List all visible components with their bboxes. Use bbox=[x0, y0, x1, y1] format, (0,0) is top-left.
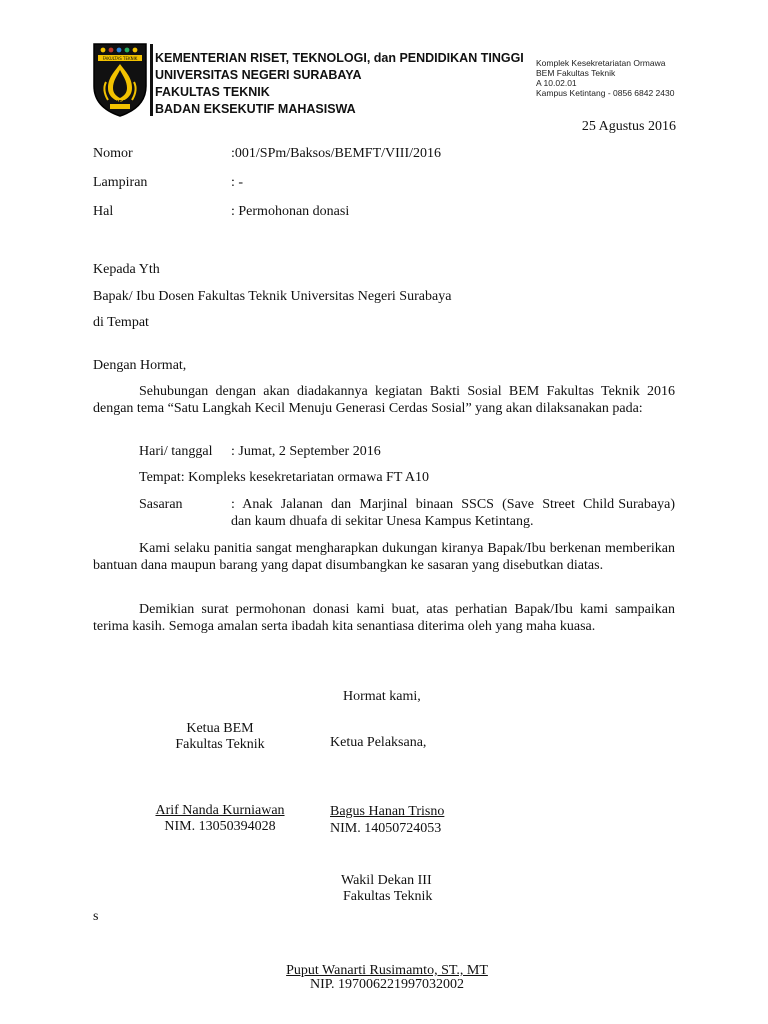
right-signatory-nim: NIM. 14050724053 bbox=[330, 821, 442, 836]
letterhead-line-3: FAKULTAS TEKNIK bbox=[155, 85, 270, 99]
dean-name: Puput Wanarti Rusimamto, ST., MT bbox=[286, 963, 488, 978]
letter-date: 25 Agustus 2016 bbox=[581, 119, 676, 134]
nomor-value: :001/SPm/Baksos/BEMFT/VIII/2016 bbox=[231, 146, 442, 161]
logo-caption-bottom: UNESA bbox=[110, 100, 130, 106]
logo-caption: FAKULTAS TEKNIK bbox=[102, 56, 138, 61]
logo-star-5 bbox=[133, 48, 138, 53]
right-title: Ketua Pelaksana, bbox=[330, 735, 427, 750]
closing: Hormat kami, bbox=[343, 689, 421, 704]
logo-star-3 bbox=[117, 48, 122, 53]
logo-star-4 bbox=[125, 48, 130, 53]
left-signatory-nim: NIM. 13050394028 bbox=[164, 819, 276, 834]
logo-star-2 bbox=[109, 48, 114, 53]
nomor-label: Nomor bbox=[93, 146, 133, 161]
left-signatory-name: Arif Nanda Kurniawan bbox=[155, 803, 285, 818]
address-line-3: A 10.02.01 bbox=[536, 78, 577, 88]
tempat-line: Tempat: Kompleks kesekretariatan ormawa FT A10 bbox=[139, 470, 429, 485]
letterhead-address bbox=[536, 58, 674, 98]
stray-mark: s bbox=[93, 909, 99, 924]
unesa-logo bbox=[92, 42, 148, 118]
letterhead-line-2: UNIVERSITAS NEGERI SURABAYA bbox=[155, 68, 362, 82]
letterhead-line-4: BADAN EKSEKUTIF MAHASISWA bbox=[155, 102, 356, 116]
address-line-2: BEM Fakultas Teknik bbox=[536, 68, 616, 78]
dean-title-1: Wakil Dekan III bbox=[341, 873, 432, 888]
paragraph-3: Demikian surat permohonan donasi kami buat, atas perhatian Bapak/Ibu kami sampaikan terima kasih. Semoga amalan serta ibadah kita senantiasa diterima oleh yang maha kuasa. bbox=[93, 602, 675, 634]
recipient-line-1: Kepada Yth bbox=[93, 262, 160, 277]
left-title-2: Fakultas Teknik bbox=[175, 737, 265, 752]
hari-label: Hari/ tanggal bbox=[139, 444, 213, 459]
recipient-line-3: di Tempat bbox=[93, 315, 149, 330]
recipient-line-2: Bapak/ Ibu Dosen Fakultas Teknik Universitas Negeri Surabaya bbox=[93, 289, 452, 304]
hal-label: Hal bbox=[93, 204, 114, 219]
address-line-1: Komplek Kesekretariatan Ormawa bbox=[536, 58, 666, 68]
paragraph-2: Kami selaku panitia sangat mengharapkan dukungan kiranya Bapak/Ibu berkenan memberikan bantuan dana maupun barang yang dapat disumbangkan ke sasaran yang disebutkan diatas. bbox=[93, 541, 675, 573]
greeting: Dengan Hormat, bbox=[93, 358, 187, 373]
left-title-1: Ketua BEM bbox=[186, 721, 254, 736]
sasaran-value: : Anak Jalanan dan Marjinal binaan SSCS (Save Street Child Surabaya) dan kaum dhuafa di sekitar Unesa Kampus Ketintang. bbox=[231, 497, 689, 529]
logo-star-1 bbox=[101, 48, 106, 53]
letterhead-line-1: KEMENTERIAN RISET, TEKNOLOGI, dan PENDIDIKAN TINGGI bbox=[155, 51, 524, 65]
lampiran-value: : - bbox=[231, 175, 244, 190]
address-line-4: Kampus Ketintang - 0856 6842 2430 bbox=[536, 88, 675, 98]
hal-value: : Permohonan donasi bbox=[231, 204, 350, 219]
right-signatory-name: Bagus Hanan Trisno bbox=[330, 804, 445, 819]
dean-nip: NIP. 197006221997032002 bbox=[309, 977, 464, 992]
letterhead-divider bbox=[150, 44, 153, 116]
hari-value: : Jumat, 2 September 2016 bbox=[231, 444, 381, 459]
lampiran-label: Lampiran bbox=[93, 175, 148, 190]
sasaran-label: Sasaran bbox=[139, 497, 183, 512]
paragraph-1: Sehubungan dengan akan diadakannya kegiatan Bakti Sosial BEM Fakultas Teknik 2016 dengan tema “Satu Langkah Kecil Menuju Generasi Cerdas Sosial” yang akan dilaksanakan pada: bbox=[93, 384, 675, 416]
dean-title-2: Fakultas Teknik bbox=[343, 889, 433, 904]
